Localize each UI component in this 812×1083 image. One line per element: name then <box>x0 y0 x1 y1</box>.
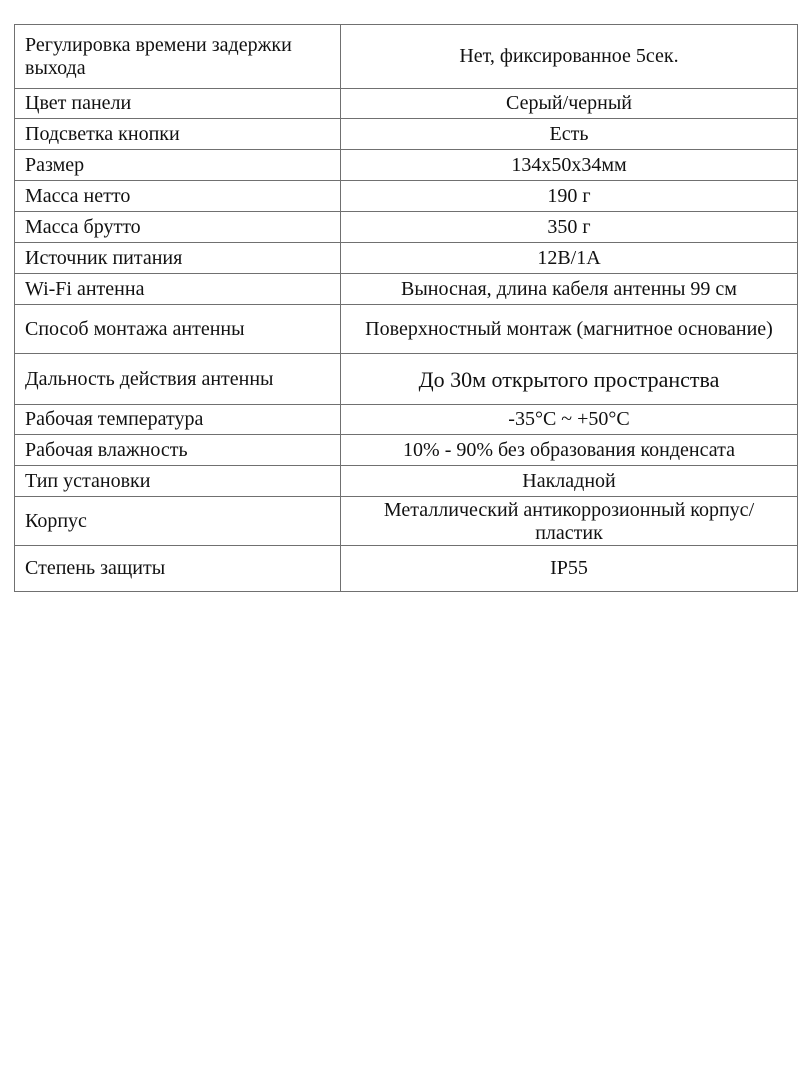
spec-value: Выносная, длина кабеля антенны 99 см <box>341 274 798 305</box>
table-row <box>15 89 798 119</box>
spec-label: Рабочая температура <box>15 405 341 435</box>
spec-label: Рабочая влажность <box>15 435 341 466</box>
table-row <box>15 405 798 435</box>
spec-value: Нет, фиксированное 5сек. <box>341 25 798 89</box>
spec-value: 350 г <box>341 212 798 243</box>
spec-table <box>14 24 798 592</box>
table-row <box>15 435 798 466</box>
spec-value: 134x50x34мм <box>341 150 798 181</box>
spec-value: Есть <box>341 119 798 150</box>
spec-value: Накладной <box>341 466 798 497</box>
spec-label: Степень защиты <box>15 546 341 592</box>
spec-label: Масса нетто <box>15 181 341 212</box>
table-row <box>15 150 798 181</box>
spec-value: 10% - 90% без образования конденсата <box>341 435 798 466</box>
spec-value: Металлический антикоррозионный корпус/пластик <box>341 497 798 546</box>
table-row <box>15 243 798 274</box>
spec-value: До 30м открытого пространства <box>341 354 798 405</box>
spec-label: Корпус <box>15 497 341 546</box>
spec-label: Регулировка времени задержки выхода <box>15 25 341 89</box>
table-row <box>15 497 798 546</box>
spec-label: Масса брутто <box>15 212 341 243</box>
table-row <box>15 181 798 212</box>
spec-label: Источник питания <box>15 243 341 274</box>
spec-value: Поверхностный монтаж (магнитное основание) <box>341 305 798 354</box>
spec-label: Размер <box>15 150 341 181</box>
spec-label: Цвет панели <box>15 89 341 119</box>
table-row <box>15 119 798 150</box>
spec-value: 190 г <box>341 181 798 212</box>
table-row <box>15 354 798 405</box>
spec-value: 12В/1А <box>341 243 798 274</box>
table-row <box>15 305 798 354</box>
spec-label: Подсветка кнопки <box>15 119 341 150</box>
spec-value: IP55 <box>341 546 798 592</box>
table-row <box>15 274 798 305</box>
table-row <box>15 546 798 592</box>
spec-value: -35°C ~ +50°C <box>341 405 798 435</box>
spec-label: Wi-Fi антенна <box>15 274 341 305</box>
table-row <box>15 212 798 243</box>
spec-label: Способ монтажа антенны <box>15 305 341 354</box>
spec-label: Дальность действия антенны <box>15 354 341 405</box>
spec-value: Серый/черный <box>341 89 798 119</box>
table-row <box>15 466 798 497</box>
spec-label: Тип установки <box>15 466 341 497</box>
table-row <box>15 25 798 89</box>
